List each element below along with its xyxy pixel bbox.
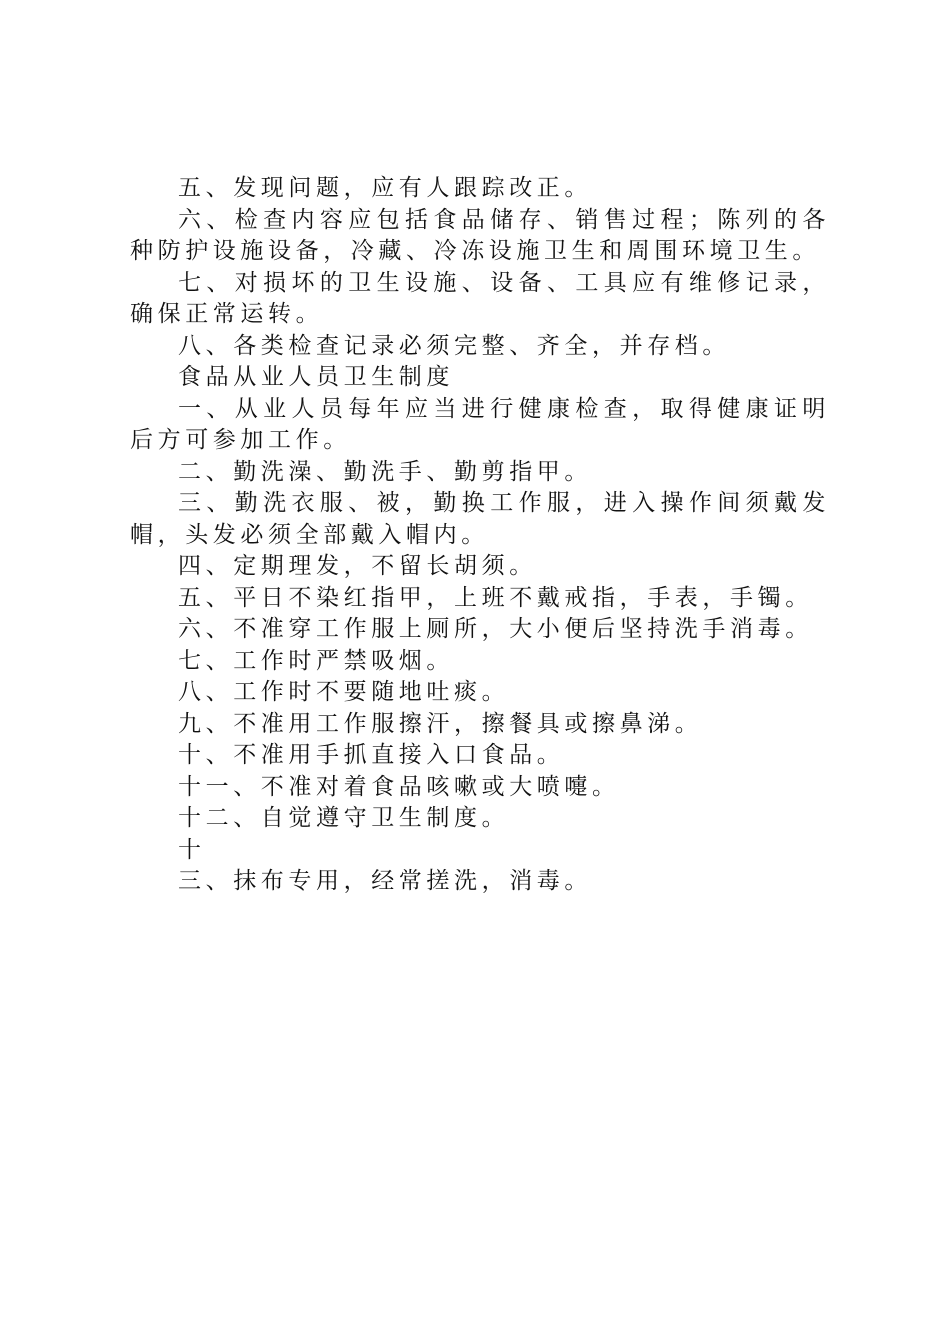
paragraph: 五、发现问题，应有人跟踪改正。 (178, 175, 592, 201)
paragraph: 十二、自觉遵守卫生制度。 (178, 805, 510, 831)
paragraph: 三、抹布专用，经常搓洗，消毒。 (178, 868, 592, 894)
paragraph: 六、检查内容应包括食品储存、销售过程；陈列的各种防护设施设备，冷藏、冷冻设施卫生和周围环境卫生。 (130, 206, 830, 264)
paragraph: 七、对损坏的卫生设施、设备、工具应有维修记录，确保正常运转。 (130, 269, 830, 327)
paragraph: 四、定期理发，不留长胡须。 (178, 553, 537, 579)
paragraph: 三、勤洗衣服、被，勤换工作服，进入操作间须戴发帽，头发必须全部戴入帽内。 (130, 490, 830, 548)
paragraph: 五、平日不染红指甲，上班不戴戒指，手表，手镯。 (178, 584, 813, 611)
paragraph: 十、不准用手抓直接入口食品。 (178, 742, 565, 768)
paragraph: 二、勤洗澡、勤洗手、勤剪指甲。 (178, 458, 592, 485)
paragraph: 十一、不准对着食品咳嗽或大喷嚏。 (178, 773, 620, 800)
paragraph: 六、不准穿工作服上厕所，大小便后坚持洗手消毒。 (178, 616, 813, 642)
paragraph: 八、工作时不要随地吐痰。 (178, 679, 510, 705)
paragraph: 一、从业人员每年应当进行健康检查，取得健康证明后方可参加工作。 (130, 395, 830, 453)
paragraph: 十 (178, 836, 206, 863)
document-body (130, 173, 830, 898)
section-title: 食品从业人员卫生制度 (178, 364, 454, 390)
paragraph: 八、各类检查记录必须完整、齐全，并存档。 (178, 332, 730, 359)
paragraph: 九、不准用工作服擦汗，擦餐具或擦鼻涕。 (178, 710, 703, 737)
paragraph: 七、工作时严禁吸烟。 (178, 647, 454, 674)
